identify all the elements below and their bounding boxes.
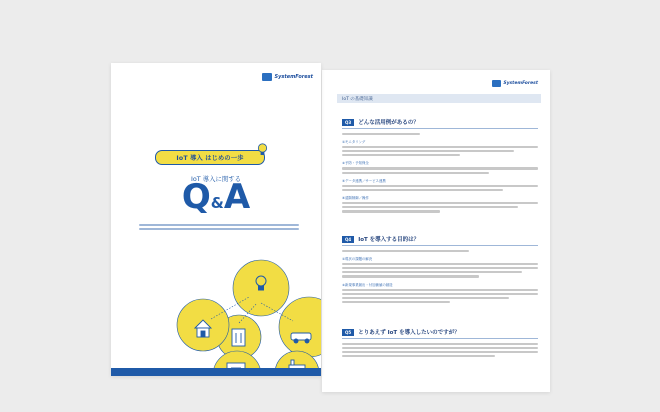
question-title: とりあえず IoT を導入したいのですが？ [358,330,460,336]
bulb-icon [257,143,268,157]
text-line [342,351,538,353]
divider [342,245,538,246]
text-line [342,210,440,212]
text-line [342,293,538,295]
text-line [342,202,538,204]
text-line [342,185,538,187]
sub-heading: ①モニタリング [342,139,366,144]
divider [342,338,538,339]
sub-heading: ③データ連携／サービス連携 [342,178,386,183]
question-block-q3 [342,118,538,213]
question-title: IoT を導入する目的は？ [358,237,420,243]
cover-subtitle: IoT 導入に関する [190,175,242,183]
text-line [342,343,538,345]
question-block-q4 [342,235,538,303]
text-line [342,146,538,148]
text-line [342,250,469,252]
sub-heading: ②予防・予知保全 [342,161,369,166]
sub-heading: ②新規事業創出・付加価値の創造 [342,282,393,287]
circle-car [279,297,321,357]
question-tag: Q5 [342,329,354,336]
text-line [342,150,514,152]
text-line [342,289,538,291]
text-line [342,267,538,269]
question-block-q5 [342,328,538,357]
section-header-label: IoT の基礎知識 [342,96,373,102]
cover-title: IoT 導入 はじめの一歩 [176,155,244,162]
text-line [139,224,299,226]
text-line [342,297,509,299]
brand-logo [262,73,313,81]
text-line [139,228,299,230]
text-line [342,347,538,349]
qa-a: A [223,177,251,217]
text-line [342,154,460,156]
text-line [342,189,503,191]
text-line [342,355,495,357]
question-tag: Q4 [342,236,354,243]
logo-icon [492,80,501,87]
text-line [342,206,518,208]
divider [342,128,538,129]
text-line [342,172,489,174]
text-line [342,275,479,277]
cover-page [111,63,321,376]
question-tag: Q3 [342,119,354,126]
building-icon [232,329,245,346]
qa-amp: & [210,194,224,212]
cover-bottom-bar [111,368,321,376]
text-line [342,301,450,303]
iot-illustration [111,233,321,376]
sub-heading: ④遠隔制御／操作 [342,196,369,201]
text-line [342,263,538,265]
section-header [337,94,541,103]
text-line [342,167,538,169]
sub-heading: ①現状の課題の解決 [342,256,373,261]
cover-title-pill [155,150,265,165]
brand-name: SystemForest [503,81,538,86]
back-page [322,70,550,392]
cover-description [139,222,299,230]
question-title: どんな活用例があるの？ [358,120,419,126]
text-line [342,133,420,135]
brand-name: SystemForest [274,74,313,80]
logo-icon [262,73,272,81]
text-line [342,271,522,273]
brand-logo [492,80,538,87]
qa-q: Q [181,177,211,217]
